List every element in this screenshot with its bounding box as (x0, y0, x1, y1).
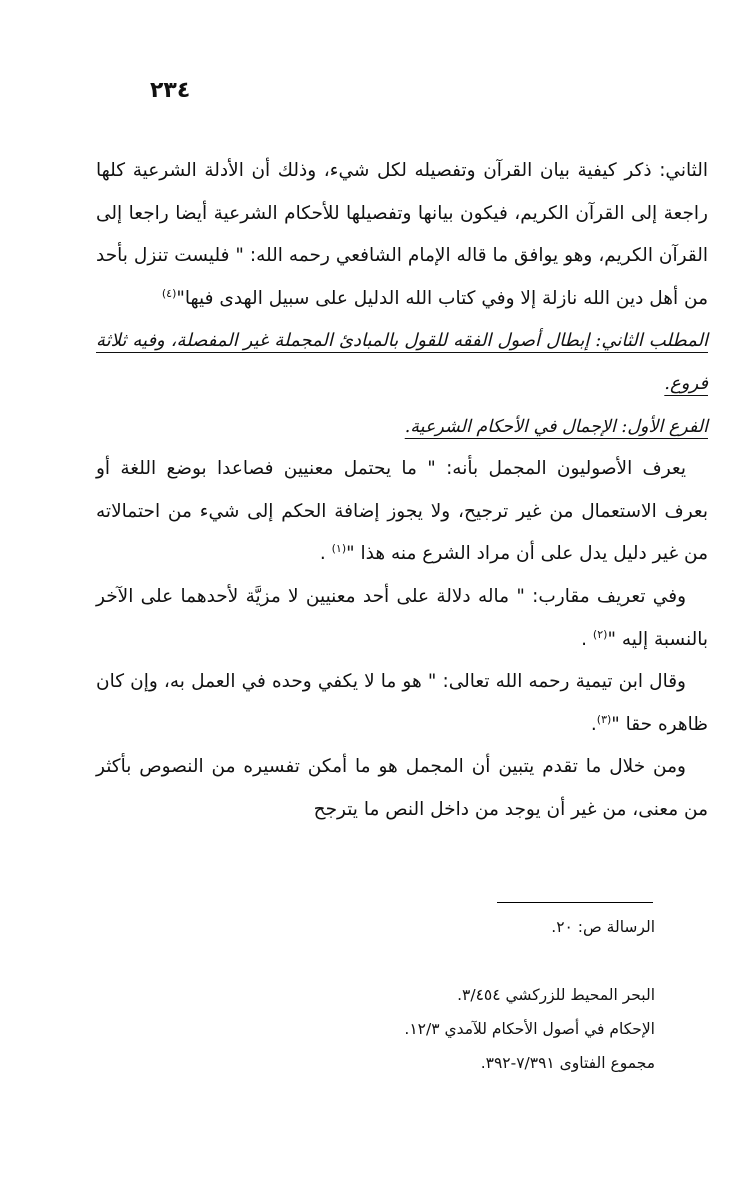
footnote-item: الإحكام في أصول الأحكام للآمدي ١٢/٣. (404, 1020, 655, 1038)
main-text (96, 150, 708, 832)
page-number: ٢٣٤ (150, 78, 191, 103)
footnote-item: الرسالة ص: ٢٠. (551, 918, 655, 936)
footnote-ref-3: (٣) (596, 712, 612, 726)
paragraph-second-point: الثاني: ذكر كيفية بيان القرآن وتفصيله لكل شيء، وذلك أن الأدلة الشرعية كلها راجعة إلى القرآن الكريم، فيكون بيانها وتفصيلها للأحكام الشرعية أيضا راجعا إلى القرآن الكريم، وهو يوافق ما قاله الإمام الشافعي رحمه الله: " فليست تنزل بأحد من أهل دين الله نازلة إلا وفي كتاب الله الدليل على سبيل الهدى فيها"$^{(٤)}$ (96, 160, 708, 309)
footnote-item: مجموع الفتاوى ٧/٣٩١-٣٩٢. (480, 1054, 655, 1072)
footnote-ref-1: (١) (331, 542, 347, 556)
footnote-ref-4: (٤) (161, 286, 177, 300)
paragraph-conclusion: ومن خلال ما تقدم يتبين أن المجمل هو ما أمكن تفسيره من النصوص بأكثر من معنى، من غير أن يوجد من داخل النص ما يترجح (96, 756, 708, 820)
footnote-ref-2: (٢) (592, 627, 608, 641)
paragraph-mujmal-definition: يعرف الأصوليون المجمل بأنه: " ما يحتمل معنيين فصاعدا بوضع اللغة أو بعرف الاستعمال من غير ترجيح، ولا يجوز إضافة الحكم إلى شيء من احتمالاته من غير دليل يدل على أن مراد الشرع منه هذا "$^{(١)}$ . (96, 458, 708, 565)
section-heading: المطلب الثاني: إبطال أصول الفقه للقول بالمبادئ المجملة غير المفصلة، وفيه ثلاثة فروع. (96, 330, 708, 394)
paragraph-similar-definition: وفي تعريف مقارب: " ماله دلالة على أحد معنيين لا مزيَّة لأحدهما على الآخر بالنسبة إليه "$^{(٢)}$ . (96, 585, 708, 650)
branch-heading: الفرع الأول: الإجمال في الأحكام الشرعية. (404, 416, 708, 437)
footnote-item: البحر المحيط للزركشي ٣/٤٥٤. (457, 986, 655, 1004)
paragraph-ibn-taymiyyah: وقال ابن تيمية رحمه الله تعالى: " هو ما لا يكفي وحده في العمل به، وإن كان ظاهره حقا "$^{(٣)}$. (96, 671, 708, 735)
footnote-divider (497, 902, 653, 903)
